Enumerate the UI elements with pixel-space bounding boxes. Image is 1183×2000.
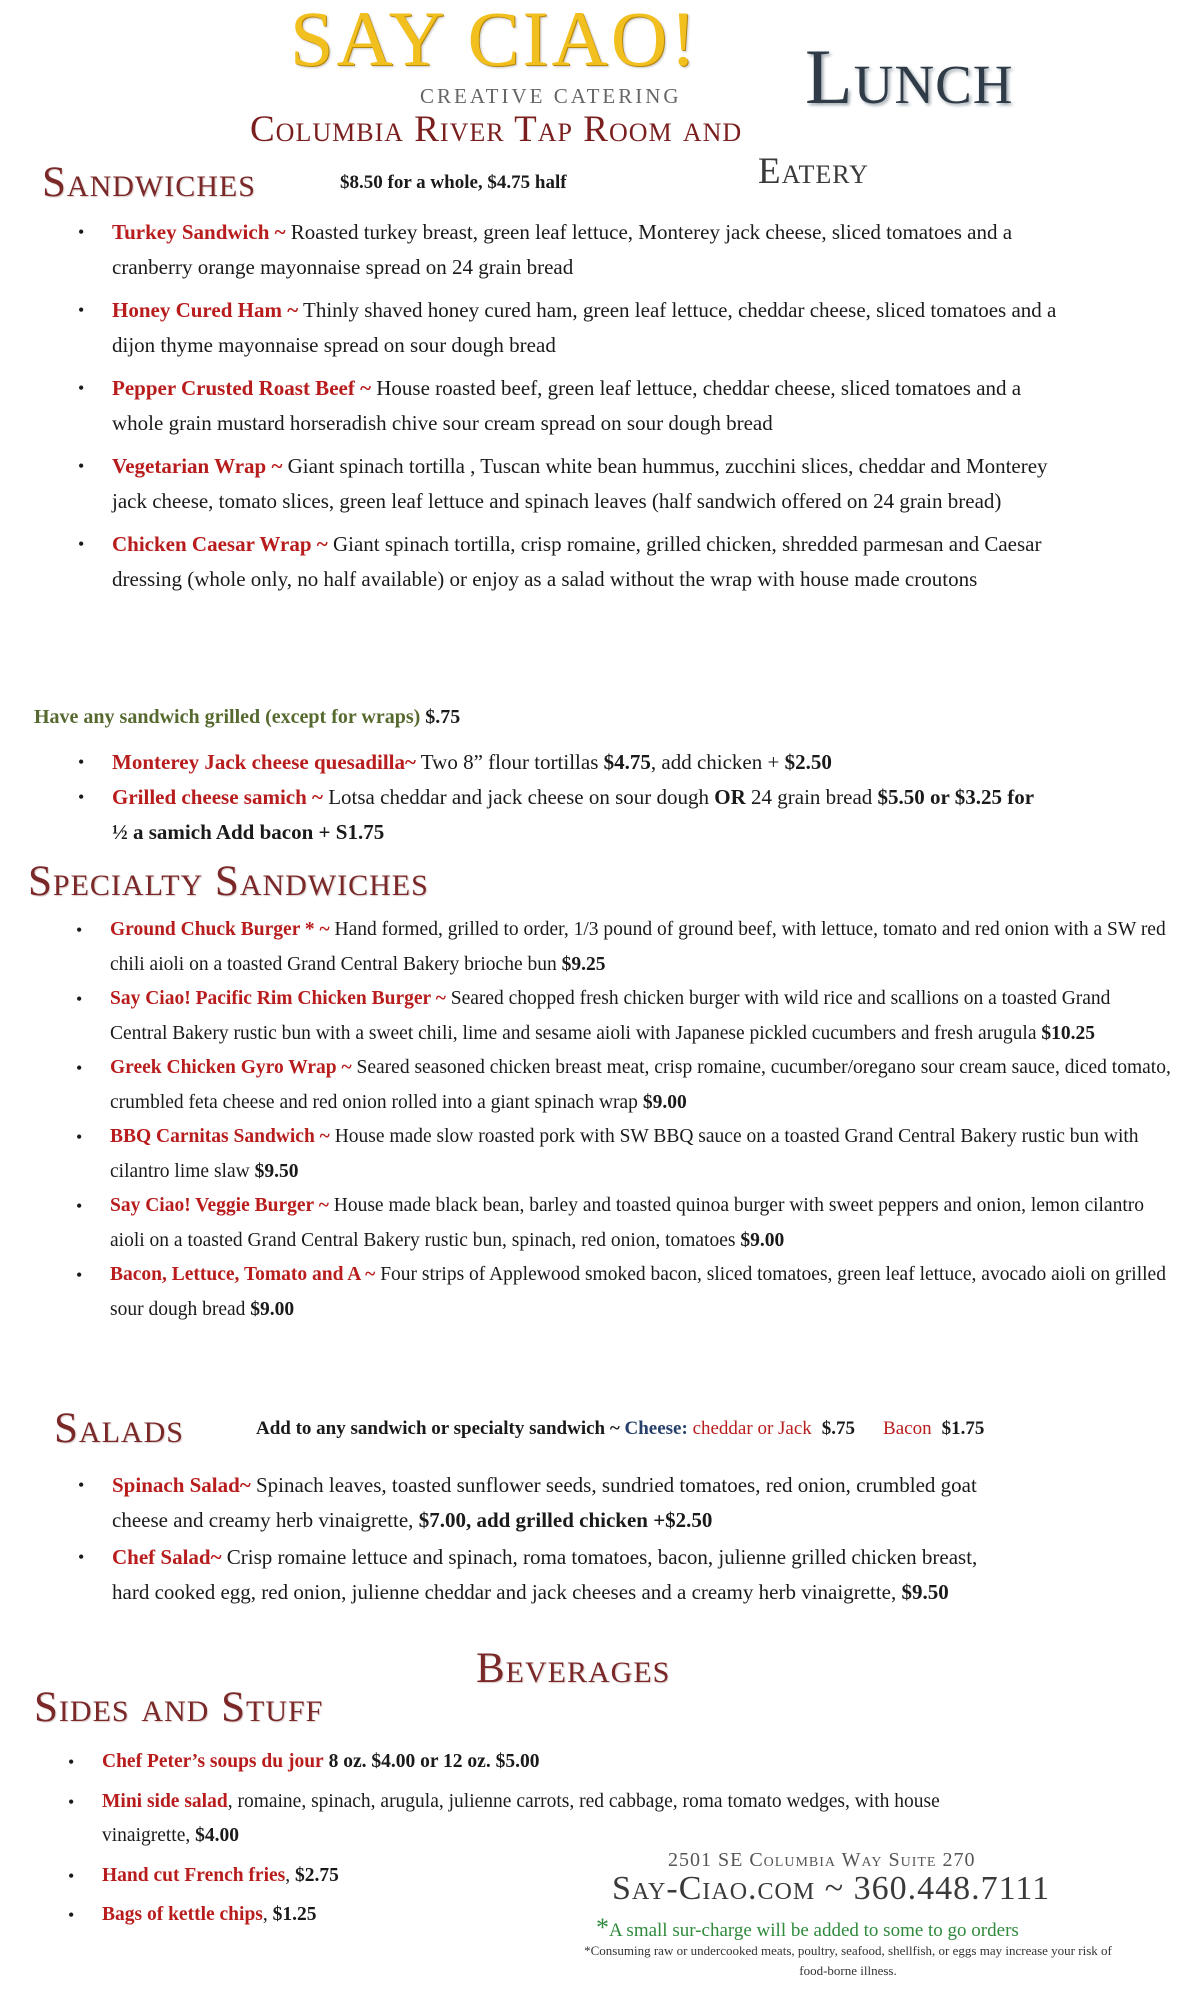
item-description: House made slow roasted pork with SW BBQ sauce on a toasted Grand Central Bakery rustic bun with cilantro lime slaw (110, 1126, 1139, 1182)
item-or: OR (714, 785, 746, 809)
list-item (76, 982, 1172, 1051)
bullet: • (76, 989, 83, 1009)
list-item (78, 745, 1042, 780)
item-description-extra: , add chicken + (650, 750, 785, 774)
item-description: Giant spinach tortilla, crisp romaine, grilled chicken, shredded parmesan and Caesar dressing (whole only, no half available) or enjoy as a salad without the wrap with house made croutons (112, 532, 1042, 591)
list-item (78, 1540, 1012, 1610)
item-price: $5.50 or $3.25 for ½ a samich Add bacon + S1.75 (112, 785, 1034, 844)
item-description: Four strips of Applewood smoked bacon, sliced tomatoes, green leaf lettuce, avocado aioli on grilled sour dough bread (110, 1264, 1166, 1320)
extras-list (78, 745, 1042, 850)
list-item (76, 913, 1172, 982)
grilled-note (34, 706, 460, 729)
addon-text: Add to any sandwich or specialty sandwich ~ (256, 1418, 625, 1439)
item-price: 8 oz. $4.00 or 12 oz. $5.00 (328, 1751, 540, 1772)
asterisk-icon: * (596, 1913, 609, 1942)
item-price: $9.50 (254, 1160, 299, 1182)
list-item (76, 1189, 1172, 1258)
item-description: House roasted beef, green leaf lettuce, cheddar cheese, sliced tomatoes and a whole grain mustard horseradish chive sour cream spread on sour dough bread (112, 376, 1022, 435)
item-name: Monterey Jack cheese quesadilla~ (112, 750, 416, 774)
sandwiches-price-note: $8.50 for a whole, $4.75 half (340, 172, 567, 193)
list-item (78, 1468, 1012, 1538)
item-name: Say Ciao! Pacific Rim Chicken Burger ~ (110, 988, 446, 1009)
item-description: Roasted turkey breast, green leaf lettuce, Monterey jack cheese, sliced tomatoes and a cranberry orange mayonnaise spread on 24 grain bread (112, 220, 1013, 279)
item-price: $10.25 (1041, 1022, 1095, 1044)
item-price: $4.00 (195, 1825, 240, 1846)
item-name: Pepper Crusted Roast Beef ~ (112, 376, 371, 400)
list-item (78, 780, 1042, 850)
bullet: • (68, 1865, 75, 1886)
item-description: Crisp romaine lettuce and spinach, roma tomatoes, bacon, julienne grilled chicken breast, hard cooked egg, red onion, julienne cheddar and jack cheeses and a creamy herb vinaigrette, (112, 1545, 978, 1604)
list-item (76, 1258, 1172, 1327)
bullet: • (78, 300, 85, 320)
item-name: Chef Peter’s soups du jour (102, 1751, 324, 1772)
bullet: • (68, 1905, 75, 1925)
cheese-price: $.75 (821, 1418, 856, 1439)
list-item (78, 371, 1072, 441)
bullet: • (78, 787, 85, 807)
item-price: $2.75 (295, 1864, 339, 1886)
cheese-options: cheddar or Jack (687, 1418, 812, 1439)
beverages-heading: Beverages (476, 1645, 671, 1692)
item-description: Hand formed, grilled to order, 1/3 pound of ground beef, with lettuce, tomato and red onion with a SW red chili aioli on a toasted Grand Central Bakery brioche bun (110, 919, 1166, 975)
item-name: BBQ Carnitas Sandwich ~ (110, 1126, 330, 1147)
bullet: • (76, 1265, 83, 1285)
sandwiches-heading: Sandwiches (42, 159, 256, 206)
item-name: Hand cut French fries (102, 1864, 286, 1886)
item-description: , (262, 1904, 273, 1925)
sides-heading: Sides and Stuff (34, 1684, 324, 1731)
item-price: $9.50 (901, 1580, 949, 1604)
item-description: , (285, 1864, 296, 1886)
consume-text: Consuming raw or undercooked meats, poultry, seafood, shellfish, or eggs may increase your risk of food-borne illness. (590, 1943, 1112, 1978)
item-price: $4.75 (603, 750, 651, 774)
brand-logo: SAY CIAO! (290, 0, 700, 82)
item-price-extra: $2.50 (784, 750, 832, 774)
list-item (76, 1051, 1172, 1120)
item-description: Lotsa cheddar and jack cheese on sour dough (322, 785, 715, 809)
bullet: • (76, 1058, 83, 1078)
item-name: Vegetarian Wrap ~ (112, 454, 283, 478)
item-name: Chicken Caesar Wrap ~ (112, 532, 328, 556)
item-name: Say Ciao! Veggie Burger ~ (110, 1195, 329, 1216)
list-item (68, 1785, 1002, 1854)
item-price: $9.00 (250, 1298, 295, 1320)
item-name: Honey Cured Ham ~ (112, 298, 299, 322)
bullet: • (78, 378, 85, 398)
sandwiches-list (78, 215, 1072, 597)
item-description: Spinach leaves, toasted sunflower seeds, sundried tomatoes, red onion, crumbled goat cheese and creamy herb vinaigrette, (112, 1473, 977, 1532)
bacon-price: $1.75 (941, 1418, 985, 1439)
item-description: Seared seasoned chicken breast meat, crisp romaine, cucumber/oregano sour cream sauce, diced tomato, crumbled feta cheese and red onion rolled into a giant spinach wrap (110, 1057, 1171, 1113)
item-description: Giant spinach tortilla , Tuscan white bean hummus, zucchini slices, cheddar and Monterey jack cheese, tomato slices, green leaf lettuce and spinach leaves (half sandwich offered on 24 grain bread) (112, 454, 1048, 513)
bullet: • (76, 1127, 83, 1147)
bullet: • (78, 222, 85, 242)
page-title: Lunch (805, 33, 1014, 120)
item-description: Seared chopped fresh chicken burger with wild rice and scallions on a toasted Grand Central Bakery rustic bun with a sweet chili, lime and sesame aioli with Japanese pickled cucumbers and fresh arugula (110, 988, 1111, 1044)
venue-name: Columbia River Tap Room and (250, 109, 743, 150)
bullet: • (78, 456, 85, 476)
list-item (78, 293, 1072, 363)
bullet: • (78, 752, 85, 772)
item-description-extra: 24 grain bread (745, 785, 878, 809)
surcharge-note (596, 1913, 1019, 1943)
item-price: $9.25 (561, 953, 606, 975)
list-item (78, 215, 1072, 285)
salads-heading: Salads (54, 1405, 184, 1452)
brand-tagline: CREATIVE CATERING (420, 84, 682, 108)
specialty-list (76, 913, 1172, 1327)
bacon-label: Bacon (883, 1418, 932, 1439)
item-description: Thinly shaved honey cured ham, green leaf lettuce, cheddar cheese, sliced tomatoes and a dijon thyme mayonnaise spread on sour dough bread (112, 298, 1057, 357)
bullet: • (76, 1196, 83, 1216)
item-name: Ground Chuck Burger * ~ (110, 919, 330, 940)
website-phone[interactable]: Say-Ciao.com ~ 360.448.7111 (612, 1870, 1051, 1907)
list-item (76, 1120, 1172, 1189)
item-name: Grilled cheese samich ~ (112, 785, 323, 809)
item-description: House made black bean, barley and toasted quinoa burger with sweet peppers and onion, lemon cilantro aioli on a toasted Grand Central Bakery rustic bun, spinach, red onion, tomatoes (110, 1195, 1145, 1251)
grilled-note-text: Have any sandwich grilled (except for wraps) (34, 706, 421, 728)
item-description: Two 8” flour tortillas (415, 750, 604, 774)
bullet: • (68, 1752, 75, 1772)
address: 2501 SE Columbia Way Suite 270 (668, 1849, 976, 1871)
item-name: Turkey Sandwich ~ (112, 220, 286, 244)
grilled-note-price: $.75 (420, 706, 461, 728)
consume-star: * (584, 1943, 591, 1958)
salads-addon-note (256, 1418, 984, 1440)
item-name: Mini side salad (102, 1790, 228, 1812)
bullet: • (78, 1475, 85, 1495)
item-price: $7.00, add grilled chicken +$2.50 (418, 1508, 713, 1532)
item-price: $9.00 (642, 1091, 687, 1113)
item-description: , romaine, spinach, arugula, julienne carrots, red cabbage, roma tomato wedges, with house vinaigrette, (102, 1790, 940, 1846)
item-name: Bacon, Lettuce, Tomato and A ~ (110, 1264, 376, 1285)
item-name: Spinach Salad~ (112, 1473, 251, 1497)
list-item (68, 1745, 1002, 1780)
item-name: Bags of kettle chips (102, 1904, 263, 1925)
venue-name-line2: Eatery (758, 151, 869, 192)
list-item (78, 449, 1072, 519)
list-item (78, 527, 1072, 597)
salads-list (78, 1468, 1012, 1610)
item-name: Chef Salad~ (112, 1545, 222, 1569)
bullet: • (76, 920, 83, 940)
consumption-warning (578, 1941, 1118, 1981)
specialty-heading: Specialty Sandwiches (28, 858, 429, 905)
cheese-label: Cheese: (624, 1418, 688, 1439)
item-price: $9.00 (740, 1229, 785, 1251)
bullet: • (78, 534, 85, 554)
bullet: • (78, 1547, 85, 1567)
bullet: • (68, 1791, 75, 1812)
item-price: $1.25 (272, 1904, 317, 1925)
item-name: Greek Chicken Gyro Wrap ~ (110, 1057, 352, 1078)
surcharge-text: A small sur-charge will be added to some to go orders (609, 1920, 1019, 1941)
